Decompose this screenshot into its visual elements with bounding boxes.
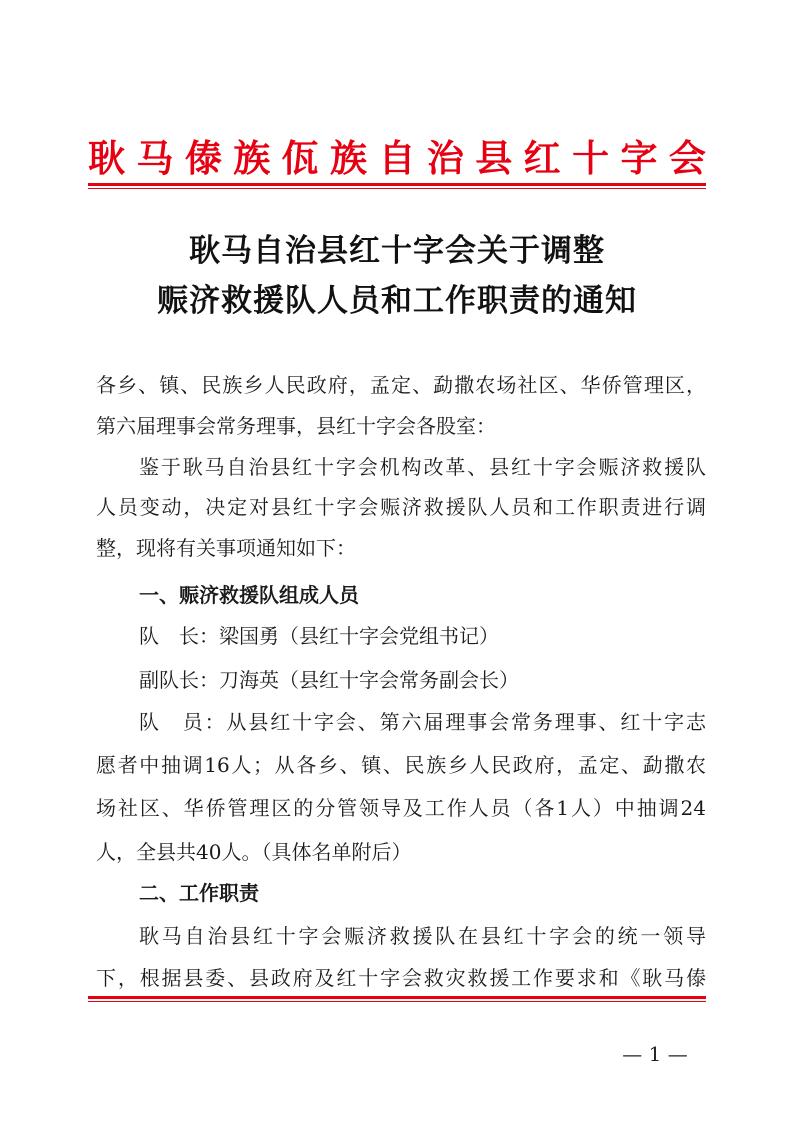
section-2-heading: 二、工作职责 — [139, 881, 259, 905]
masthead-char: 马 — [136, 137, 174, 180]
duties-line-1: 耿马自治县红十字会赈济救援队在县红十字会的统一领导 — [139, 924, 706, 948]
masthead-char: 耿 — [88, 137, 125, 180]
header-divider-thick — [88, 183, 706, 186]
footer-divider-thick — [88, 996, 706, 999]
document-title-line-1: 耿马自治县红十字会关于调整 — [189, 233, 605, 269]
masthead-char: 会 — [668, 137, 706, 180]
masthead-char: 十 — [572, 137, 610, 180]
vice-captain-line: 副队长：刀海英（县红十字会常务副会长） — [139, 668, 519, 692]
members-line-2: 愿者中抽调16人；从各乡、镇、民族乡人民政府，孟定、勐撒农 — [96, 753, 706, 777]
section-1-heading: 一、赈济救援队组成人员 — [139, 583, 359, 607]
intro-paragraph-line-3: 整，现将有关事项通知如下： — [96, 536, 356, 560]
captain-line: 队 长：梁国勇（县红十字会党组书记） — [139, 624, 499, 648]
addressee-line-2: 第六届理事会常务理事，县红十字会各股室： — [96, 414, 496, 438]
intro-paragraph-line-1: 鉴于耿马自治县红十字会机构改革、县红十字会赈济救援队 — [139, 455, 706, 479]
issuer-masthead — [88, 136, 706, 182]
masthead-char: 治 — [426, 137, 464, 180]
masthead-char: 县 — [475, 137, 513, 180]
masthead-char: 傣 — [184, 137, 222, 180]
masthead-char: 字 — [620, 137, 658, 180]
addressee-line-1: 各乡、镇、民族乡人民政府，孟定、勐撒农场社区、华侨管理区， — [96, 373, 706, 397]
members-line-3: 场社区、华侨管理区的分管领导及工作人员（各1人）中抽调24 — [96, 796, 706, 820]
masthead-char: 族 — [330, 137, 368, 180]
masthead-char: 自 — [378, 137, 416, 180]
masthead-char: 佤 — [281, 137, 319, 180]
footer-divider-thin — [88, 1001, 706, 1002]
masthead-char: 红 — [523, 137, 561, 180]
intro-paragraph-line-2: 人员变动，决定对县红十字会赈济救援队人员和工作职责进行调 — [96, 495, 706, 519]
header-divider-thin — [88, 188, 706, 189]
members-line-4: 人，全县共40人。（具体名单附后） — [96, 840, 412, 864]
page-number: — 1 — — [622, 1042, 688, 1066]
members-line-1: 队 员：从县红十字会、第六届理事会常务理事、红十字志 — [139, 710, 706, 734]
duties-line-2: 下，根据县委、县政府及红十字会救灾救援工作要求和《耿马傣 — [96, 966, 706, 990]
masthead-char: 族 — [233, 137, 271, 180]
document-title-line-2: 赈济救援队人员和工作职责的通知 — [157, 283, 637, 319]
